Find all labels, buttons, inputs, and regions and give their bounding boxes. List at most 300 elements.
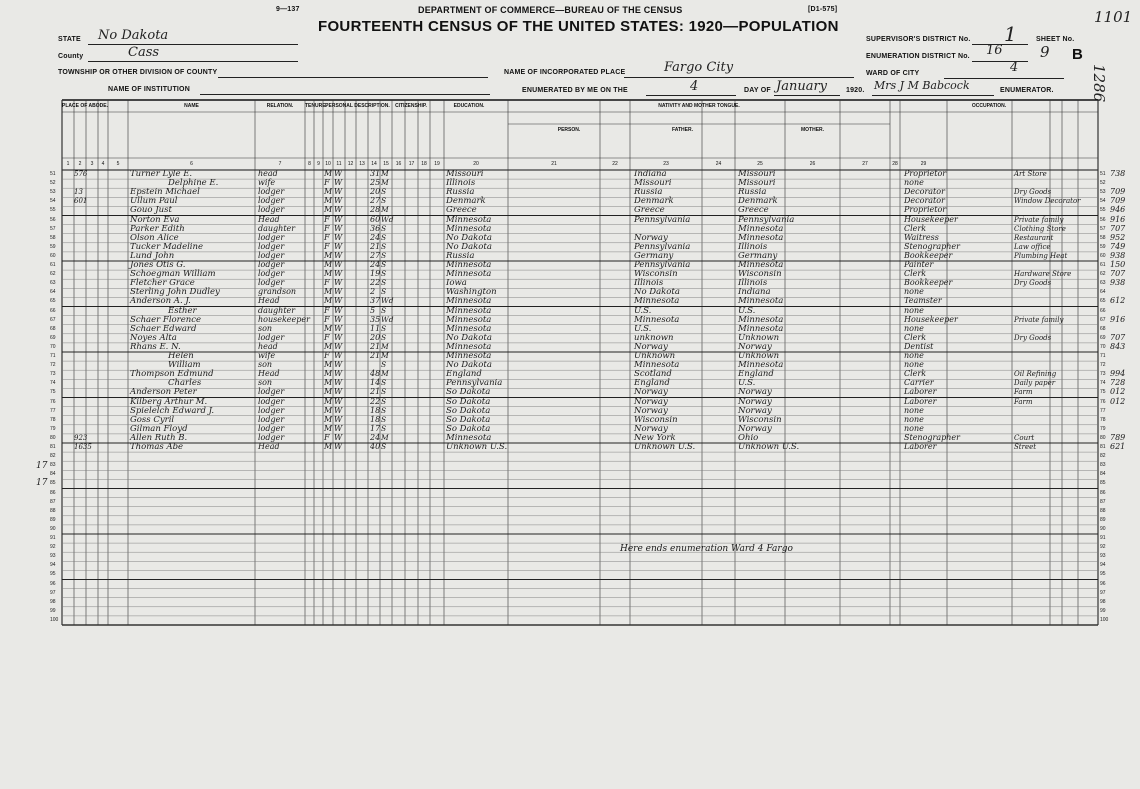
race: W: [334, 232, 343, 242]
age: 18: [370, 414, 381, 424]
race: W: [334, 196, 343, 206]
sex: F: [324, 332, 330, 342]
race: W: [334, 169, 343, 178]
age: 21: [370, 341, 381, 351]
mother-birthplace: Minnesota: [738, 232, 784, 243]
age: 22: [370, 396, 381, 406]
person-name: Ullum Paul: [130, 196, 178, 207]
line-number-right: 100: [1100, 616, 1109, 623]
occupation-code: 612: [1110, 296, 1126, 306]
person-name: Thompson Edmund: [130, 369, 214, 380]
age: 22: [370, 278, 381, 288]
age: 35: [370, 314, 381, 324]
line-number-right: 73: [1100, 371, 1106, 378]
father-birthplace: Missouri: [634, 178, 672, 189]
stamp-number-top: 1101: [1094, 8, 1133, 26]
mother-birthplace: Missouri: [738, 169, 776, 179]
house-number: 601: [74, 197, 88, 206]
mother-birthplace: Minnesota: [738, 296, 784, 307]
column-number-21: 21: [551, 161, 557, 167]
column-number-17: 17: [408, 161, 415, 167]
line-number: 64: [50, 289, 56, 296]
column-group-2: RELATION.: [266, 103, 294, 109]
sex: M: [324, 323, 333, 333]
line-number: 69: [50, 334, 56, 341]
occupation: Teamster: [904, 296, 942, 306]
ward-label: WARD OF CITY: [866, 70, 920, 77]
person-name: Olson Alice: [130, 232, 179, 243]
father-birthplace: Illinois: [634, 278, 664, 289]
line-number: 89: [50, 516, 56, 523]
relation: lodger: [258, 196, 285, 206]
sex: M: [324, 169, 333, 178]
person-name: William: [168, 360, 201, 371]
form-number: 9—137: [276, 6, 300, 13]
industry: Clothing Store: [1014, 224, 1066, 233]
line-number: 54: [50, 198, 56, 205]
occupation: Dentist: [904, 341, 934, 351]
race: W: [334, 332, 343, 342]
line-number: 74: [50, 380, 56, 387]
sex: M: [324, 405, 333, 415]
person-name: Gouo Just: [130, 205, 172, 216]
line-number: 98: [50, 598, 56, 605]
sex: M: [324, 396, 333, 406]
occupation: none: [904, 178, 924, 188]
person-name: Goss Cyril: [130, 414, 175, 425]
age: 19: [370, 269, 381, 279]
relation: lodger: [258, 232, 285, 242]
form-code: [D1-575]: [808, 6, 838, 13]
age: 21: [370, 387, 381, 397]
mother-birthplace: U.S.: [738, 378, 756, 389]
mother-birthplace: England: [738, 369, 774, 380]
line-number: 71: [50, 353, 56, 359]
mother-birthplace: Denmark: [738, 196, 778, 207]
occupation: none: [904, 351, 924, 360]
nativity-subgroup-2: MOTHER.: [800, 127, 825, 133]
line-number-right: 63: [1100, 280, 1106, 287]
line-number-right: 86: [1100, 489, 1106, 496]
line-number-right: 83: [1100, 462, 1106, 469]
occupation: none: [904, 405, 924, 415]
line-number-right: 99: [1100, 607, 1106, 614]
sex: F: [324, 432, 330, 442]
person-name: Thomas Abe: [130, 442, 184, 452]
sex: F: [324, 278, 330, 288]
sex: M: [324, 360, 333, 370]
relation: wife: [258, 351, 276, 360]
occupation: none: [904, 323, 924, 333]
marital-status: M: [381, 169, 389, 178]
father-birthplace: Indiana: [634, 169, 667, 179]
marital-status: M: [381, 341, 389, 351]
township-label: TOWNSHIP OR OTHER DIVISION OF COUNTY: [58, 69, 218, 76]
line-number: 56: [50, 216, 56, 223]
relation: daughter: [258, 305, 296, 315]
birthplace: Unknown U.S.: [446, 442, 508, 452]
race: W: [334, 414, 343, 424]
sex: M: [324, 187, 333, 197]
race: W: [334, 323, 343, 333]
occupation: Clerk: [904, 269, 927, 279]
line-number-right: 93: [1100, 553, 1106, 560]
column-group-0: PLACE OF ABODE.: [62, 103, 108, 109]
father-birthplace: Scotland: [634, 369, 672, 380]
line-number-right: 72: [1100, 362, 1106, 369]
line-number-right: 64: [1100, 289, 1106, 296]
age: 11: [370, 323, 381, 333]
occupation: none: [904, 305, 924, 315]
day-of-label: DAY OF: [744, 87, 771, 94]
age: 60: [370, 214, 381, 224]
column-number-5: 5: [116, 161, 120, 167]
marital-status: Wd: [381, 214, 394, 224]
father-birthplace: Pennsylvania: [634, 260, 691, 270]
mother-birthplace: Norway: [738, 341, 772, 352]
marital-status: S: [381, 305, 387, 315]
column-number-14: 14: [371, 161, 377, 167]
birthplace: Minnesota: [446, 351, 492, 361]
person-name: Charles: [168, 378, 202, 389]
line-number: 92: [50, 544, 56, 551]
father-birthplace: Norway: [634, 232, 668, 243]
occupation: none: [904, 287, 924, 297]
industry: Private family: [1014, 315, 1064, 324]
marital-status: S: [381, 396, 387, 406]
sex: F: [324, 314, 330, 324]
race: W: [334, 205, 343, 215]
column-number-8: 8: [308, 161, 311, 167]
sex: F: [324, 351, 330, 360]
marital-status: S: [381, 232, 387, 242]
column-number-7: 7: [278, 161, 282, 167]
occupation-code: 621: [1110, 442, 1126, 451]
industry: Art Store: [1014, 170, 1047, 178]
age: 27: [370, 196, 381, 206]
line-number: 60: [50, 252, 56, 259]
father-birthplace: U.S.: [634, 305, 652, 316]
department-heading: DEPARTMENT OF COMMERCE—BUREAU OF THE CENSUS: [418, 5, 683, 15]
line-number: 93: [50, 553, 56, 560]
person-name: Gilman Floyd: [130, 423, 188, 434]
occupation-code: 916: [1110, 214, 1126, 224]
line-number-right: 74: [1100, 380, 1106, 387]
column-number-24: 24: [715, 161, 722, 167]
relation: son: [258, 323, 273, 333]
column-number-18: 18: [421, 161, 427, 167]
birthplace: Washington: [446, 287, 497, 298]
father-birthplace: Russia: [634, 187, 663, 198]
relation: lodger: [258, 414, 285, 424]
birthplace: Minnesota: [446, 260, 492, 270]
relation: grandson: [258, 287, 297, 297]
column-group-3: TENURE.: [305, 103, 327, 109]
marital-status: S: [381, 250, 387, 260]
column-number-16: 16: [395, 161, 402, 167]
sheet-letter: B: [1072, 46, 1083, 63]
race: W: [334, 287, 343, 297]
column-group-5: CITIZENSHIP.: [395, 103, 427, 109]
birthplace: No Dakota: [446, 360, 492, 371]
column-group-7: NATIVITY AND MOTHER TONGUE.: [658, 103, 740, 109]
line-number-right: 57: [1100, 225, 1106, 232]
mother-birthplace: Minnesota: [738, 360, 784, 371]
occupation: Housekeeper: [904, 214, 958, 224]
line-number: 100: [50, 616, 59, 623]
sex: M: [324, 296, 333, 306]
person-name: Anderson Peter: [130, 387, 197, 398]
birthplace: Iowa: [446, 278, 467, 289]
marital-status: S: [381, 323, 387, 333]
line-number: 79: [50, 425, 56, 432]
line-number: 57: [50, 225, 56, 232]
industry: Daily paper: [1014, 379, 1056, 388]
incorporated-place-label: NAME OF INCORPORATED PLACE: [504, 69, 626, 76]
column-number-3: 3: [90, 161, 94, 167]
industry: Court: [1014, 433, 1035, 442]
occupation-code: 707: [1110, 223, 1126, 233]
column-number-27: 27: [862, 161, 868, 167]
relation: Head: [258, 442, 280, 451]
line-number-right: 79: [1100, 425, 1106, 432]
mother-birthplace: Greece: [738, 205, 769, 216]
occupation: Clerk: [904, 223, 927, 233]
relation: lodger: [258, 332, 285, 342]
line-number: 66: [50, 307, 56, 314]
birthplace: So Dakota: [446, 387, 491, 398]
supervisor-label: SUPERVISOR'S DISTRICT No.: [866, 36, 971, 43]
birthplace: Russia: [446, 250, 475, 261]
line-number-right: 62: [1100, 271, 1106, 278]
line-number-right: 76: [1100, 398, 1106, 405]
birthplace: Pennsylvania: [446, 378, 503, 389]
marital-status: S: [381, 287, 387, 297]
column-number-6: 6: [190, 161, 193, 167]
mother-birthplace: Minnesota: [738, 223, 784, 234]
race: W: [334, 378, 343, 388]
age: 17: [370, 423, 381, 433]
father-birthplace: New York: [634, 432, 676, 443]
race: W: [334, 296, 343, 306]
line-number-right: 69: [1100, 334, 1106, 341]
marital-status: S: [381, 269, 387, 279]
age: 25: [370, 178, 381, 188]
line-number: 99: [50, 607, 56, 614]
line-number-right: 78: [1100, 416, 1106, 423]
county-value: Cass: [128, 45, 160, 60]
father-birthplace: Norway: [634, 341, 668, 352]
age: 21: [370, 241, 381, 251]
birthplace: Minnesota: [446, 223, 492, 234]
age: 36: [370, 223, 381, 233]
sex: M: [324, 369, 333, 379]
line-number-right: 92: [1100, 544, 1106, 551]
mother-birthplace: Norway: [738, 405, 772, 416]
relation: head: [258, 341, 278, 351]
column-number-12: 12: [347, 161, 354, 167]
house-number: 1635: [74, 443, 92, 451]
industry: Hardware Store: [1014, 270, 1072, 279]
column-number-15: 15: [383, 161, 389, 167]
column-number-23: 23: [663, 161, 669, 167]
mother-birthplace: Illinois: [738, 278, 768, 289]
birthplace: Greece: [446, 205, 477, 216]
relation: head: [258, 169, 278, 178]
enumeration-district-value: 16: [986, 43, 1003, 58]
birthplace: Minnesota: [446, 314, 492, 325]
relation: housekeeper: [258, 314, 310, 324]
occupation: Clerk: [904, 369, 927, 379]
page-title: FOURTEENTH CENSUS OF THE UNITED STATES: 1920—POPULATION: [318, 18, 839, 35]
relation: lodger: [258, 260, 285, 269]
incorporated-place-value: Fargo City: [664, 60, 734, 75]
house-number: 923: [74, 433, 88, 442]
marital-status: S: [381, 405, 387, 415]
sex: M: [324, 250, 333, 260]
marital-status: S: [381, 360, 387, 370]
race: W: [334, 178, 343, 188]
race: W: [334, 241, 343, 251]
occupation: Bookkeeper: [904, 250, 953, 260]
relation: Head: [258, 369, 280, 379]
father-birthplace: Germany: [634, 250, 674, 261]
person-name: Spielelch Edward J.: [130, 405, 215, 416]
father-birthplace: U.S.: [634, 323, 652, 334]
line-number-right: 81: [1100, 444, 1106, 450]
marital-status: S: [381, 260, 387, 269]
column-number-20: 20: [473, 161, 479, 167]
mother-birthplace: Wisconsin: [738, 269, 782, 280]
marital-status: Wd: [381, 296, 394, 306]
line-number-right: 65: [1100, 298, 1106, 305]
mother-birthplace: Minnesota: [738, 314, 784, 325]
column-number-28: 28: [892, 161, 898, 167]
sex: M: [324, 423, 333, 433]
person-name: Delphine E.: [168, 178, 219, 189]
sex: M: [324, 341, 333, 351]
industry: Farm: [1014, 388, 1033, 397]
industry: Restaurant: [1014, 233, 1054, 242]
father-birthplace: Norway: [634, 387, 668, 398]
relation: lodger: [258, 278, 285, 288]
marital-status: S: [381, 378, 387, 388]
father-birthplace: No Dakota: [634, 287, 680, 298]
column-group-6: EDUCATION.: [453, 103, 485, 109]
sheet-value: 9: [1040, 43, 1050, 61]
age: 27: [370, 250, 381, 260]
sex: M: [324, 260, 333, 269]
occupation-code: 994: [1110, 369, 1126, 379]
age: 24: [370, 260, 381, 269]
line-number-right: 55: [1100, 207, 1106, 214]
industry: Dry Goods: [1014, 279, 1052, 288]
relation: son: [258, 360, 273, 370]
birthplace: Illinois: [446, 178, 476, 189]
race: W: [334, 387, 343, 397]
occupation-code: 728: [1110, 378, 1126, 388]
line-number: 86: [50, 489, 56, 496]
sex: M: [324, 287, 333, 297]
house-number: 576: [74, 170, 88, 178]
mother-birthplace: Unknown: [738, 351, 780, 361]
occupation-code: 012: [1110, 396, 1126, 406]
column-group-8: OCCUPATION.: [971, 103, 1007, 109]
house-number: 13: [74, 188, 83, 197]
column-number-4: 4: [101, 161, 105, 167]
birthplace: So Dakota: [446, 405, 491, 416]
line-number-right: 56: [1100, 216, 1106, 223]
column-number-13: 13: [359, 161, 365, 167]
father-birthplace: Greece: [634, 205, 665, 216]
relation: Head: [258, 214, 280, 224]
line-number: 81: [50, 444, 56, 450]
person-name: Parker Edith: [130, 223, 185, 234]
father-birthplace: Unknown U.S.: [634, 442, 696, 452]
marital-status: S: [381, 332, 387, 342]
person-name: Turner Lyle E.: [130, 169, 193, 179]
line-number: 80: [50, 434, 56, 441]
person-name: Tucker Madeline: [130, 241, 204, 252]
birthplace: Minnesota: [446, 323, 492, 334]
father-birthplace: Minnesota: [634, 296, 680, 307]
industry: Private family: [1014, 215, 1064, 224]
sex: F: [324, 214, 330, 224]
line-number-right: 70: [1100, 343, 1106, 350]
race: W: [334, 351, 343, 360]
mother-birthplace: Norway: [738, 387, 772, 398]
marital-status: S: [381, 196, 387, 206]
age: 37: [370, 296, 381, 306]
line-number-right: 54: [1100, 198, 1106, 205]
sheet-label: SHEET No.: [1036, 36, 1075, 43]
relation: lodger: [258, 423, 285, 433]
father-birthplace: England: [634, 378, 670, 389]
race: W: [334, 260, 343, 269]
sex: F: [324, 232, 330, 242]
line-number-right: 61: [1100, 262, 1106, 268]
person-name: Jones Otis G.: [130, 260, 186, 270]
occupation: Decorator: [904, 196, 945, 206]
relation: Head: [258, 296, 280, 306]
sex: M: [324, 442, 333, 451]
birthplace: So Dakota: [446, 396, 491, 407]
enumerator-label: ENUMERATOR.: [1000, 87, 1054, 94]
marital-status: S: [381, 387, 387, 397]
age: 21: [370, 351, 381, 360]
birthplace: Denmark: [446, 196, 486, 207]
column-number-1: 1: [66, 161, 70, 167]
occupation-code: 709: [1110, 196, 1126, 206]
birthplace: Minnesota: [446, 214, 492, 225]
person-name: Anderson A. J.: [130, 296, 191, 307]
line-number-right: 97: [1100, 589, 1106, 596]
race: W: [334, 423, 343, 433]
relation: lodger: [258, 250, 285, 260]
column-number-26: 26: [809, 161, 816, 167]
mother-birthplace: Illinois: [738, 241, 768, 252]
line-number: 78: [50, 416, 56, 423]
father-birthplace: Norway: [634, 405, 668, 416]
marital-status: S: [381, 442, 387, 451]
age: 24: [370, 432, 381, 442]
margin-mark-2: 17: [36, 478, 48, 488]
occupation: Proprietor: [904, 205, 947, 215]
father-birthplace: Unknown: [634, 351, 676, 361]
relation: lodger: [258, 205, 285, 215]
relation: lodger: [258, 396, 285, 406]
race: W: [334, 369, 343, 379]
